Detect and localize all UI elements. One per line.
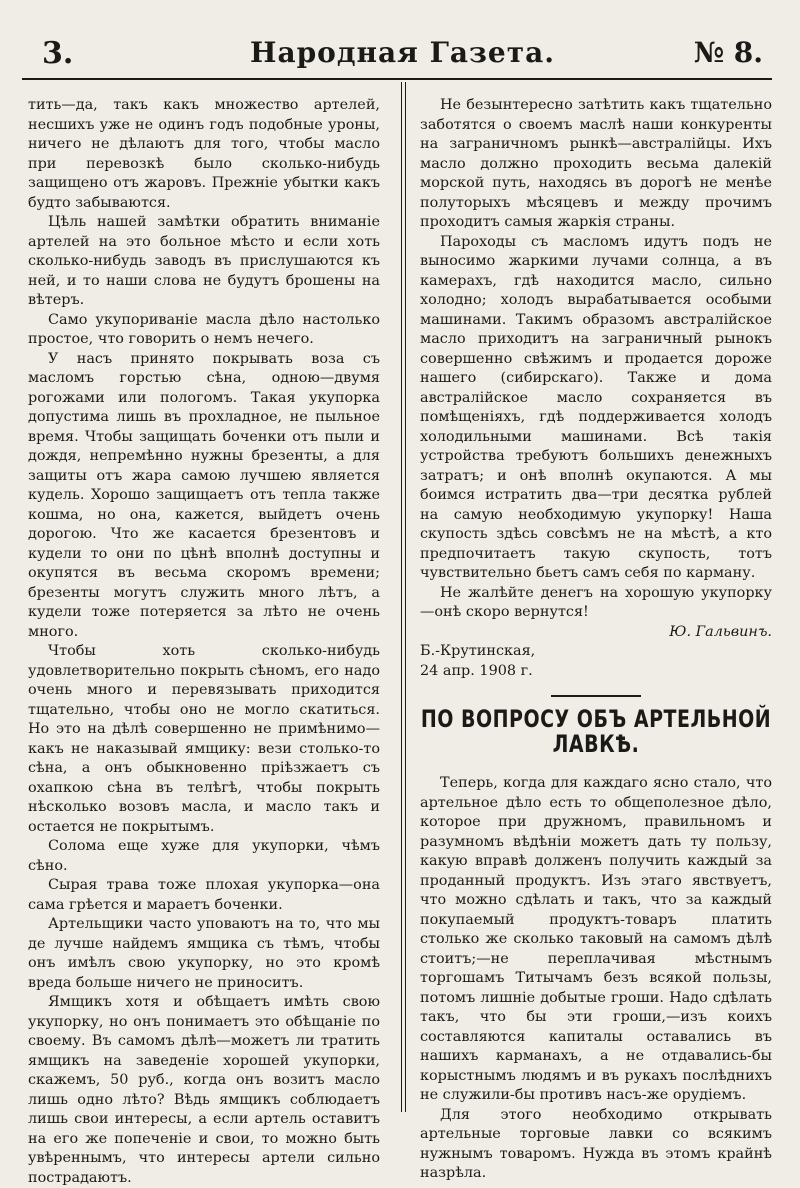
paragraph: Солома еще хуже для укупорки, чѣмъ сѣно. xyxy=(28,838,380,874)
dateline-date: 24 апр. 1908 г. xyxy=(420,662,533,679)
paragraph: Артельщики часто уповаютъ на то, что мы де лучше найдемъ ямщика съ тѣмъ, чтобы онъ имѣлъ свою укупорку, но это кромѣ вреда больше ничего не приноситъ. xyxy=(28,916,380,991)
column-divider-left xyxy=(401,82,402,1112)
dateline-place: Б.-Крутинская, xyxy=(420,643,536,659)
paragraph: Ямщикъ хотя и обѣщаетъ имѣть свою укупорку, но онъ понимаетъ это обѣщаніе по своему. Въ самомъ дѣлѣ—можетъ ли тратить ямщикъ на заведеніе хорошей укупорки, скажемъ, 50 руб., когда онъ возитъ масло лишь одно лѣто? Вѣдь ямщикъ соблюдаетъ лишь свои интересы, а если артель оставитъ на его же попеченіе и свои, то можно быть увѣреннымъ, что интересы артели сильно пострадаютъ. xyxy=(28,994,380,1186)
section-heading: ПО ВОПРОСУ ОБЪ АРТЕЛЬНОЙ ЛАВКѢ. xyxy=(420,705,772,758)
column-divider-right xyxy=(405,82,406,1112)
paragraph: У насъ принято покрывать воза съ масломъ горстью сѣна, одною—двумя рогожами или пологомъ. Такая укупорка допустима лишь въ прохладное, не пыльное время. Чтобы защищать боченки отъ пыли и дождя, непремѣнно нужны брезенты, а для защиты отъ жара самою лучшею является кудель. Хорошо защищаетъ отъ тепла также кошма, но она, кажется, выйдетъ очень дорогою. Что же касается брезентовъ и кудели то они по цѣнѣ вполнѣ доступны и окупятся въ весьма скоромъ времени; брезенты могутъ служить много лѣтъ, а кудели тоже потеряется за лѣто не очень много. xyxy=(28,350,380,640)
issue-number: № 8. xyxy=(693,36,763,69)
paragraph: Сырая трава тоже плохая укупорка—она сама грѣется и мараетъ боченки. xyxy=(28,877,380,913)
paragraph: Цѣль нашей замѣтки обратить вниманіе артелей на это больное мѣсто и если хоть сколько-нибудь заводъ въ прислушаются къ ней, и то наши слова не будутъ брошены на вѣтеръ. xyxy=(28,214,380,308)
section-separator xyxy=(551,695,641,697)
header-rule xyxy=(22,78,772,80)
paragraph: Теперь, когда для каждаго ясно стало, что артельное дѣло есть то общеполезное дѣло, которое при дружномъ, правильномъ и разумномъ вѣдѣніи можетъ дать ту пользу, какую вправѣ долженъ получить каждый за проданный продуктъ. Изъ этаго явствуетъ, что можно сдѣлать и такъ, что за каждый покупаемый продуктъ-товаръ платить столько же сколько таковый на самомъ дѣлѣ стоитъ;—не переплачивая мѣстнымъ торгошамъ Титычамъ безъ всякой пользы, потомъ лишніе добытые гроши. Надо сдѣлать такъ, что бы эти гроши,—изъ коихъ составляются капиталы оставались въ нашихъ карманахъ, а не отдавались-бы корыстнымъ людямъ и въ рукахъ послѣднихъ не служили-бы противъ насъ-же орудіемъ. xyxy=(420,775,772,1103)
author-signature: Ю. Гальвинъ. xyxy=(669,623,772,640)
right-column xyxy=(420,96,772,1184)
paragraph: Само укупориваніе масла дѣло настолько простое, что говорить о немъ нечего. xyxy=(28,311,380,347)
page-number: 3. xyxy=(42,36,74,71)
paragraph: Чтобы хоть сколько-нибудь удовлетворительно покрыть сѣномъ, его надо очень много и перевязывать приходится тщательно, чтобы оно не могло скатиться. Но это на дѣлѣ совершенно не примѣнимо—какъ не наказывай ямщику: вези столько-то сѣна, а онъ обыкновенно пріѣзжаетъ съ охапкою сѣна въ телѣгѣ, чтобы покрыть нѣсколько возовъ масла, и масло такъ и остается не покрытымъ. xyxy=(28,643,380,835)
paragraph: Не безынтересно затѣтить какъ тщательно заботятся о своемъ маслѣ наши конкуренты на заграничномъ рынкѣ—австралійцы. Ихъ масло должно проходить весьма далекій морской путь, находясь въ дорогѣ не менѣе полуторыхъ мѣсяцевъ и между прочимъ проходитъ самыя жаркія страны. xyxy=(420,97,772,230)
left-column xyxy=(28,96,380,1188)
newspaper-title: Народная Газета. xyxy=(250,36,555,69)
paragraph: Пароходы съ масломъ идутъ подъ не выносимо жаркими лучами солнца, а въ камерахъ, гдѣ находится масло, сильно холодно; холодъ вырабатывается особыми машинами. Такимъ образомъ австралійское масло приходитъ на заграничный рынокъ совершенно свѣжимъ и продается дороже нашего (сибирскаго). Также и дома австралійское масло сохраняется въ помѣщеніяхъ, гдѣ поддерживается холодъ холодильными машинами. Всѣ такія устройства требуютъ большихъ денежныхъ затратъ; и онѣ вполнѣ окупаются. А мы боимся истратить два—три десятка рублей на самую необходимую укупорку! Наша скупость здѣсь совсѣмъ не на мѣстѣ, а кто предпочитаетъ такую скупость, тотъ чувствительно бьетъ самъ себя по карману. xyxy=(420,233,772,581)
paragraph: тить—да, такъ какъ множество артелей, несшихъ уже не одинъ годъ подобные уроны, ничего не дѣлаютъ для того, чтобы масло при перевозкѣ было сколько-нибудь защищено отъ жаровъ. Прежніе убытки какъ будто забываются. xyxy=(28,97,380,211)
paragraph: Для этого необходимо открывать артельные торговые лавки со всякимъ нужнымъ товаромъ. Нужда въ этомъ крайнѣ назрѣла. xyxy=(420,1106,772,1181)
paragraph: Не жалѣйте денегъ на хорошую укупорку—онѣ скоро вернутся! xyxy=(420,584,772,620)
page-header xyxy=(30,30,775,78)
